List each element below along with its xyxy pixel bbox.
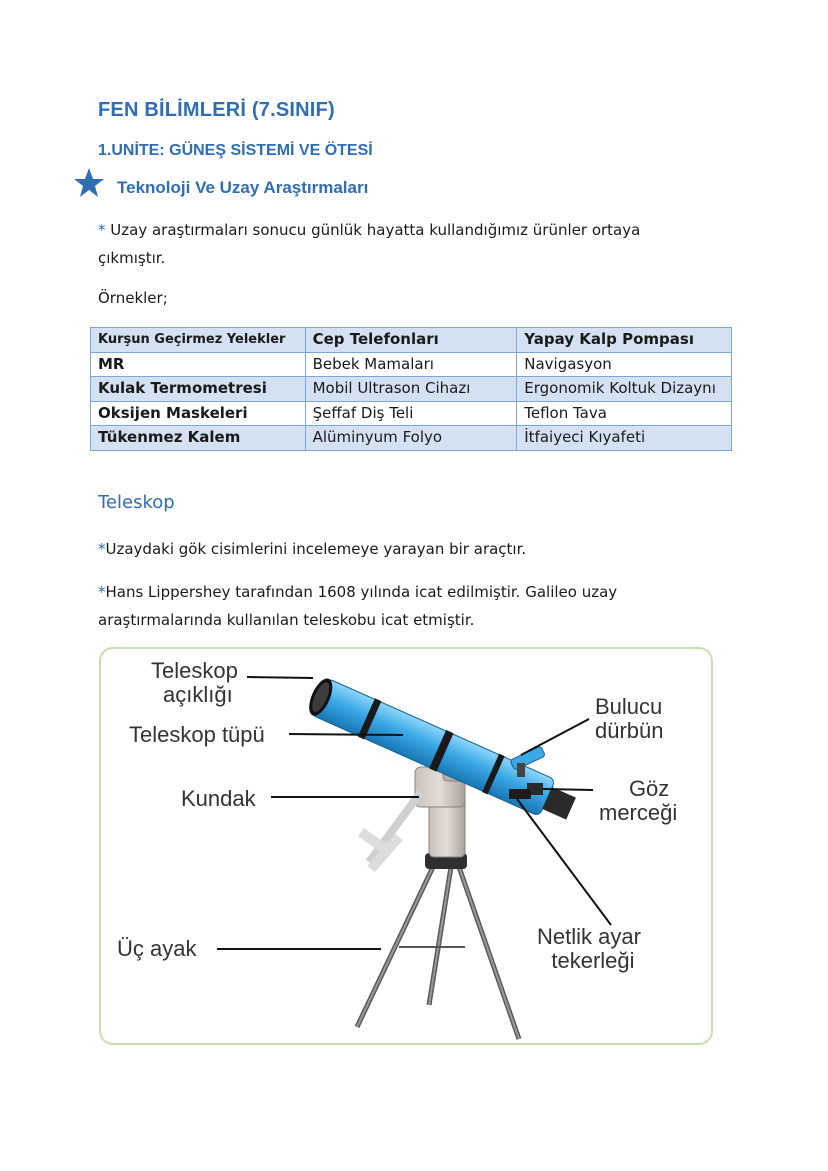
label-mount: Kundak [181,786,256,811]
table-row [91,401,732,426]
table-cell: İtfaiyeci Kıyafeti [517,426,732,451]
table-cell: Mobil Ultrason Cihazı [305,377,517,402]
page-title: FEN BİLİMLERİ (7.SINIF) [98,99,335,121]
telescope-fact-2 [98,578,758,634]
label-aperture-line-2: açıklığı [163,682,233,707]
label-aperture-line-1: Teleskop [151,658,238,683]
bullet-star: * [98,221,106,239]
table-row [91,377,732,402]
label-tube: Teleskop tüpü [129,722,265,747]
label-focus-line-2: tekerleği [551,948,635,973]
label-aperture [151,659,238,707]
label-eyepiece-line-2: merceği [599,800,678,825]
table-cell: Bebek Mamaları [305,352,517,377]
label-focus-line-1: Netlik ayar [537,924,641,949]
table-cell: MR [91,352,306,377]
table-row [91,426,732,451]
table-cell: Yapay Kalp Pompası [517,328,732,353]
table-row [91,352,732,377]
table-cell: Alüminyum Folyo [305,426,517,451]
intro-line-2: çıkmıştır. [98,249,166,267]
bullet-star: * [98,540,106,558]
table-cell: Kurşun Geçirmez Yelekler [91,328,306,353]
telescope-fact-1 [98,535,526,563]
bullet-star: * [98,583,106,601]
telescope-figure [99,647,713,1045]
intro-line-1: Uzay araştırmaları sonucu günlük hayatta kullandığımız ürünler ortaya [110,221,641,239]
label-tripod: Üç ayak [117,936,197,961]
table-cell: Cep Telefonları [305,328,517,353]
table-cell: Kulak Termometresi [91,377,306,402]
examples-label: Örnekler; [98,289,168,307]
table-cell: Ergonomik Koltuk Dizaynı [517,377,732,402]
star-icon [72,166,106,200]
table-cell: Navigasyon [517,352,732,377]
table-row [91,328,732,353]
products-table [90,327,732,451]
table-cell: Oksijen Maskeleri [91,401,306,426]
label-finder [595,695,664,743]
table-cell: Teflon Tava [517,401,732,426]
fact-2-line-2: araştırmalarında kullanılan teleskobu icat etmiştir. [98,611,475,629]
table-cell: Tükenmez Kalem [91,426,306,451]
intro-paragraph [98,216,738,272]
telescope-heading: Teleskop [98,492,175,513]
fact-2-line-1: Hans Lippershey tarafından 1608 yılında icat edilmiştir. Galileo uzay [105,583,618,601]
label-finder-line-1: Bulucu [595,694,663,719]
tripod [357,853,519,1039]
label-focus [537,925,641,973]
label-eyepiece-line-1: Göz [628,776,670,801]
unit-title: 1.UNİTE: GÜNEŞ SİSTEMİ VE ÖTESİ [98,142,373,159]
label-eyepiece [599,777,677,825]
section-title: Teknoloji Ve Uzay Araştırmaları [117,178,369,197]
table-cell: Şeffaf Diş Teli [305,401,517,426]
label-finder-line-2: dürbün [595,718,664,743]
fact-1-text: Uzaydaki gök cisimlerini incelemeye yarayan bir araçtır. [105,540,527,558]
